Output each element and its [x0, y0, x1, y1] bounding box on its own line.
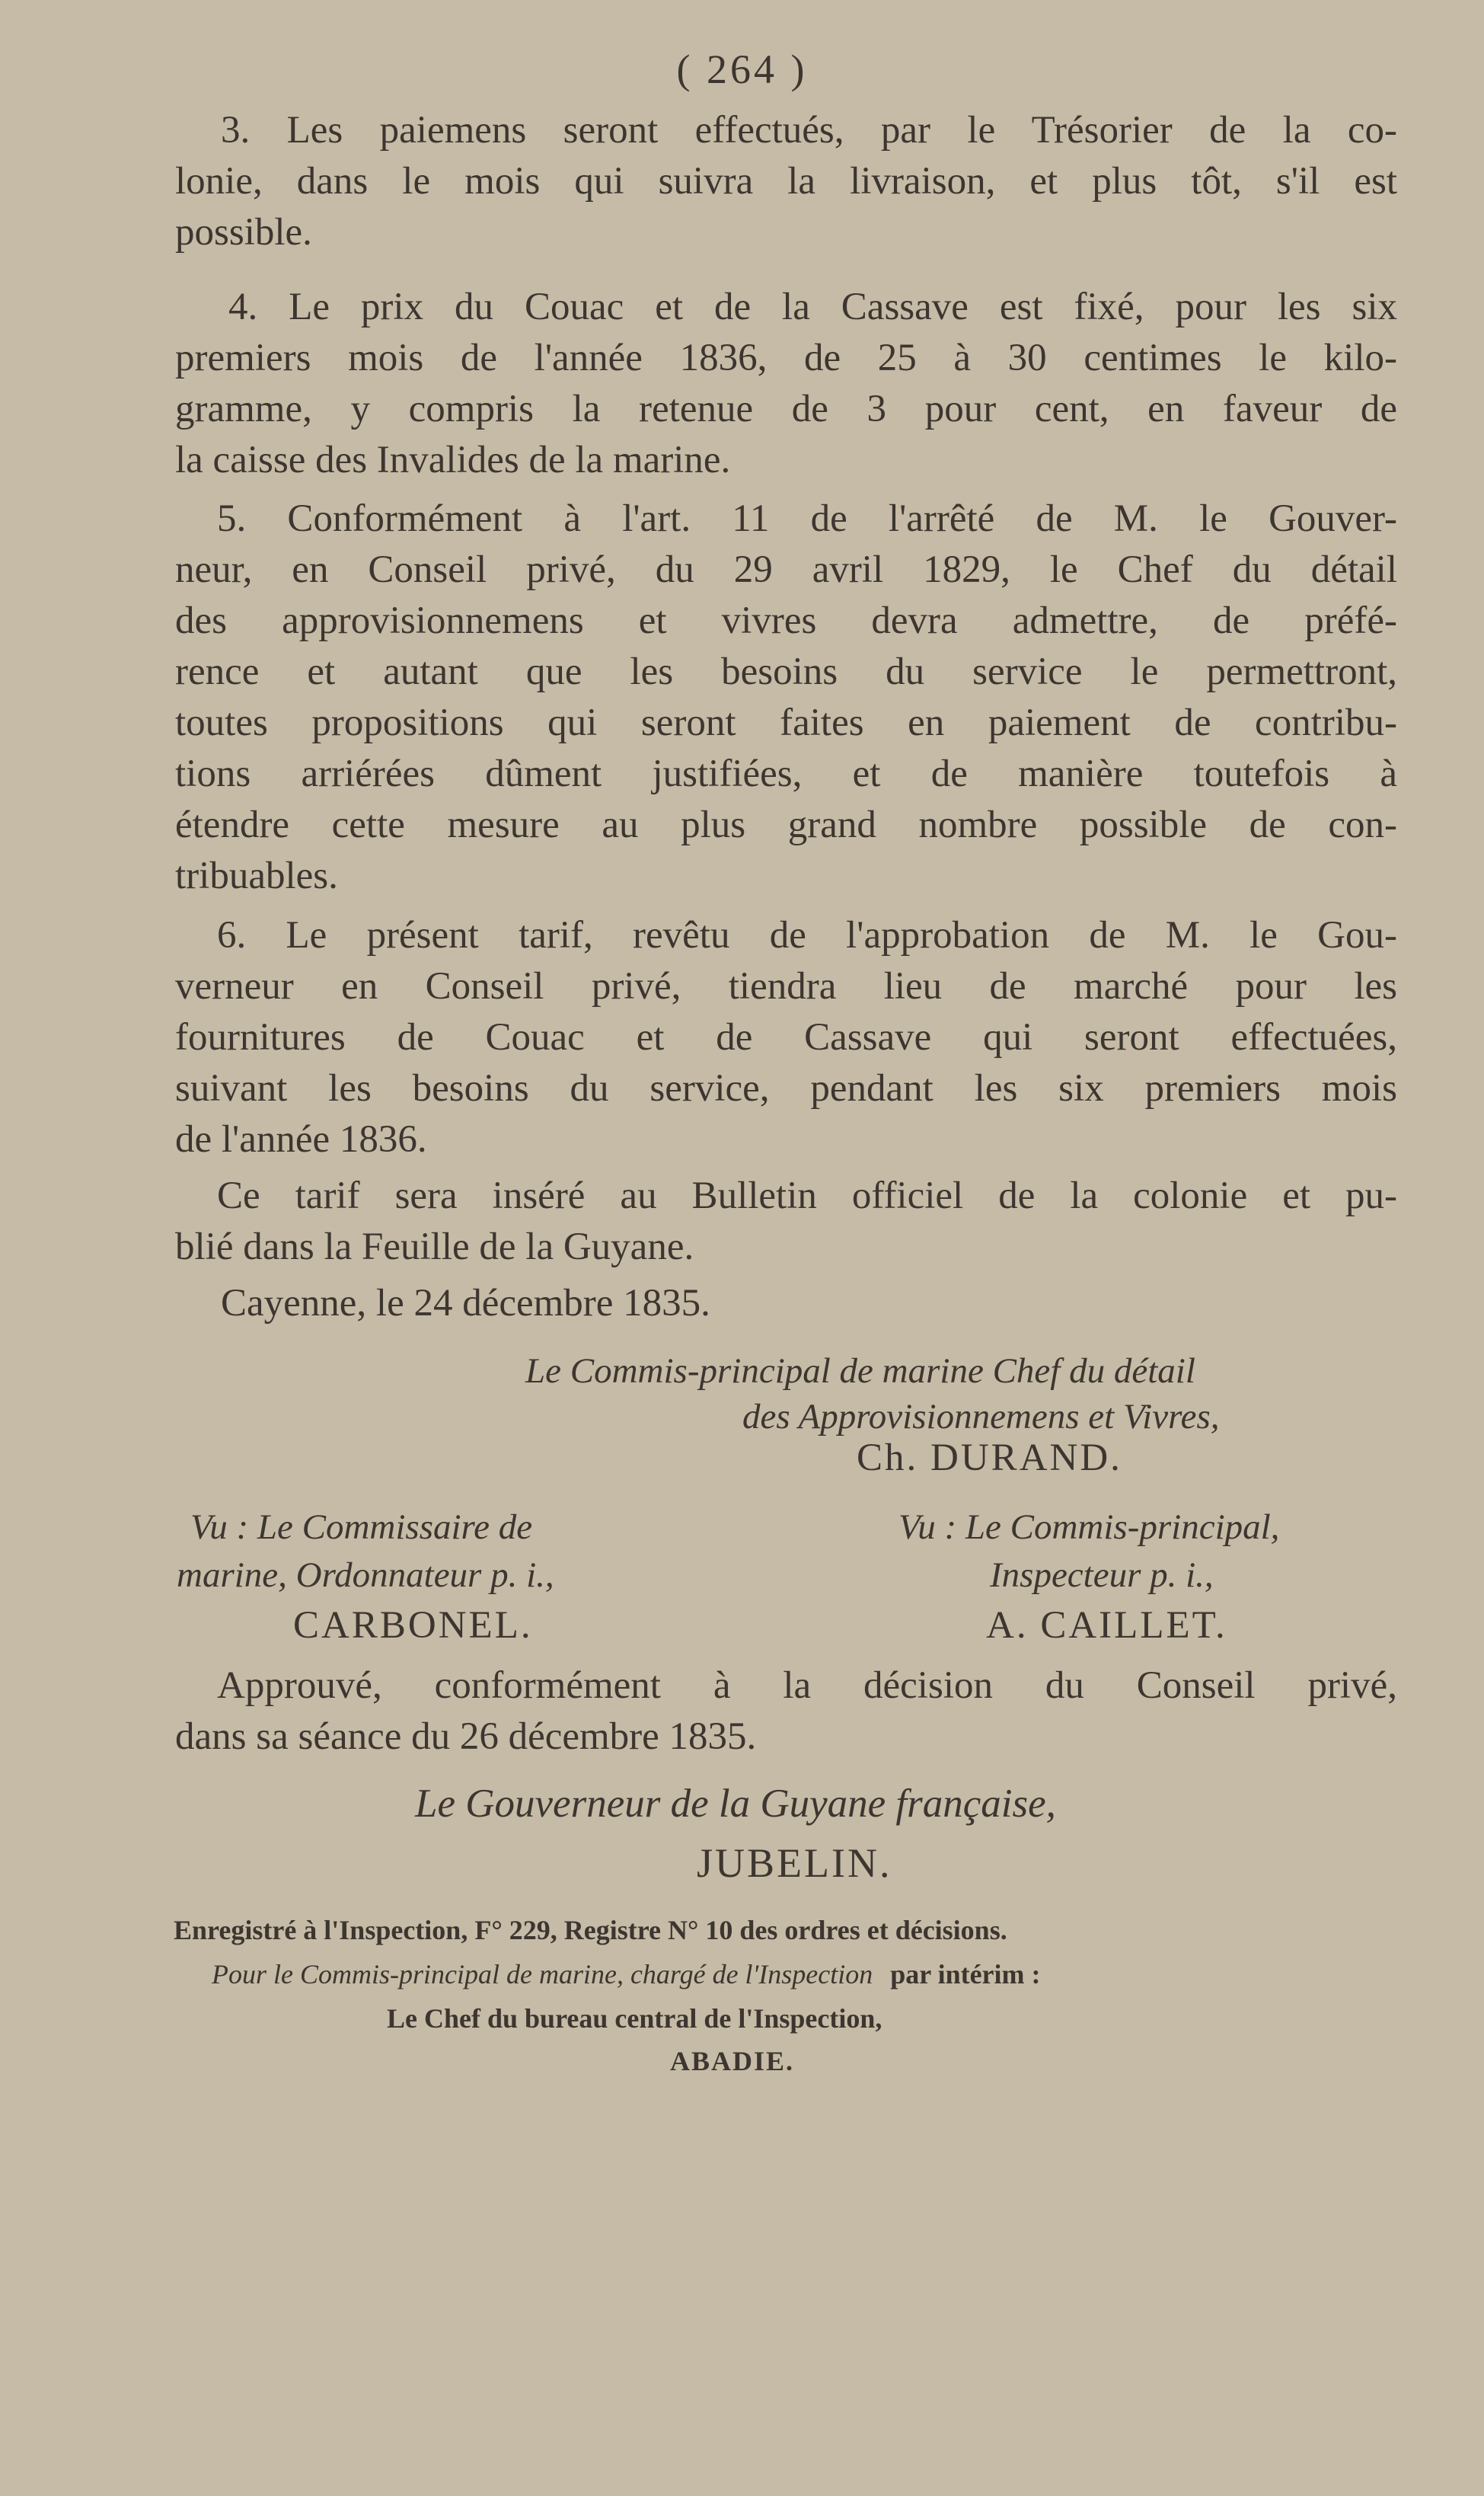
- article4-line1: 4. Le prix du Couac et de la Cassave est fixé, pour les six: [228, 286, 1397, 328]
- article4-line4: la caisse des Invalides de la marine.: [175, 439, 731, 481]
- article5-line1: 5. Conformément à l'art. 11 de l'arrêté de M. le Gouver-: [217, 497, 1397, 540]
- article5-line4: rence et autant que les besoins du service le permettront,: [175, 650, 1397, 693]
- approval-line1: Approuvé, conformément à la décision du Conseil privé,: [217, 1664, 1397, 1707]
- article5-line5: toutes propositions qui seront faites en paiement de contribu-: [175, 702, 1397, 744]
- governor-title: Le Gouverneur de la Guyane française,: [415, 1782, 1056, 1826]
- article3-line1: 3. Les paiemens seront effectués, par le Trésorier de la co-: [221, 109, 1397, 152]
- vu-right-line1: Vu : Le Commis-principal,: [898, 1507, 1280, 1547]
- article5-line7: étendre cette mesure au plus grand nombre possible de con-: [175, 804, 1397, 846]
- article3-line3: possible.: [175, 211, 312, 254]
- registration-line2-tail: par intérim :: [890, 1959, 1041, 1989]
- article5-line2: neur, en Conseil privé, du 29 avril 1829, le Chef du détail: [175, 548, 1397, 591]
- signatory1-title-line1: Le Commis-principal de marine Chef du détail: [525, 1351, 1195, 1391]
- vu-left-line2: marine, Ordonnateur p. i.,: [177, 1555, 554, 1595]
- article4-line2: premiers mois de l'année 1836, de 25 à 30 centimes le kilo-: [175, 337, 1397, 379]
- governor-name: JUBELIN.: [697, 1840, 892, 1886]
- signatory1-name: Ch. DURAND.: [857, 1437, 1122, 1479]
- signatory1-title-line2: des Approvisionnemens et Vivres,: [742, 1397, 1220, 1437]
- article6-line4: suivant les besoins du service, pendant les six premiers mois: [175, 1067, 1397, 1110]
- article6-line3: fournitures de Couac et de Cassave qui seront effectuées,: [175, 1016, 1397, 1059]
- article5-line8: tribuables.: [175, 855, 338, 897]
- registration-line1: Enregistré à l'Inspection, F° 229, Registre N° 10 des ordres et décisions.: [174, 1915, 1007, 1945]
- date-line: Cayenne, le 24 décembre 1835.: [221, 1282, 710, 1325]
- page-number: ( 264 ): [676, 46, 808, 92]
- approval-line2: dans sa séance du 26 décembre 1835.: [175, 1715, 757, 1758]
- article6-line2: verneur en Conseil privé, tiendra lieu de marché pour les: [175, 965, 1397, 1008]
- vu-right-name: A. CAILLET.: [986, 1604, 1227, 1647]
- vu-left-name: CARBONEL.: [293, 1604, 533, 1647]
- registration-line3: Le Chef du bureau central de l'Inspection,: [387, 2003, 882, 2034]
- vu-right-line2: Inspecteur p. i.,: [990, 1555, 1214, 1595]
- registration-line2: [212, 1954, 1041, 1994]
- registration-name: ABADIE.: [670, 2046, 795, 2076]
- vu-left-line1: Vu : Le Commissaire de: [190, 1507, 533, 1547]
- article5-line3: des approvisionnemens et vivres devra admettre, de préfé-: [175, 599, 1397, 642]
- registration-line2-italic: Pour le Commis-principal de marine, chargé de l'Inspection: [212, 1959, 873, 1989]
- publication-line2: blié dans la Feuille de la Guyane.: [175, 1226, 694, 1268]
- article5-line6: tions arriérées dûment justifiées, et de manière toutefois à: [175, 753, 1397, 795]
- publication-line1: Ce tarif sera inséré au Bulletin officiel de la colonie et pu-: [217, 1174, 1397, 1217]
- article6-line5: de l'année 1836.: [175, 1118, 427, 1161]
- article6-line1: 6. Le présent tarif, revêtu de l'approbation de M. le Gou-: [217, 914, 1397, 957]
- article3-line2: lonie, dans le mois qui suivra la livraison, et plus tôt, s'il est: [175, 160, 1397, 203]
- article4-line3: gramme, y compris la retenue de 3 pour cent, en faveur de: [175, 388, 1397, 430]
